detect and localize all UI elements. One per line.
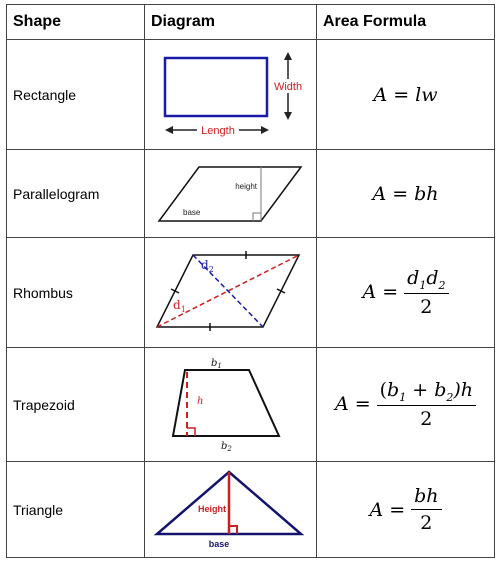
right-angle-marker xyxy=(253,213,261,221)
formula-expression xyxy=(369,485,441,534)
b1-label: $b_1$ xyxy=(210,357,222,370)
formula-rhs: bh xyxy=(414,182,439,205)
parallelogram-diagram xyxy=(151,159,311,229)
height-label: height xyxy=(234,181,257,191)
fraction-numerator: $d_1d_2$ xyxy=(404,267,448,295)
formula-lhs: A xyxy=(362,281,377,304)
width-label: Width xyxy=(273,80,302,93)
formula-lhs: A xyxy=(372,182,387,205)
shape-name: Rectangle xyxy=(7,40,145,150)
rectangle-diagram xyxy=(151,50,311,140)
diagram-triangle xyxy=(145,462,317,558)
formula-equals: = xyxy=(354,393,371,416)
fraction-denominator: 2 xyxy=(420,512,433,534)
triangle-diagram xyxy=(151,468,311,552)
row-trapezoid xyxy=(7,348,495,462)
row-triangle xyxy=(7,462,495,558)
header-diagram: Diagram xyxy=(145,5,317,40)
shape-name: Trapezoid xyxy=(7,348,145,462)
length-label: Length xyxy=(200,124,235,137)
formula-expression xyxy=(363,267,449,319)
formula-equals: = xyxy=(393,83,410,106)
rhombus-diagram xyxy=(151,247,311,339)
b2-label: $b_2$ xyxy=(220,440,232,453)
row-parallelogram xyxy=(7,150,495,238)
formula-lhs: A xyxy=(334,393,349,416)
formula-equals: = xyxy=(389,498,406,521)
formula-expression xyxy=(335,379,476,431)
formula-rhombus xyxy=(317,238,495,348)
diagram-parallelogram xyxy=(145,150,317,238)
right-angle-marker xyxy=(187,428,195,436)
length-arrow-head-right xyxy=(261,126,269,134)
shape-name: Rhombus xyxy=(7,238,145,348)
formula-trapezoid xyxy=(317,348,495,462)
header-area-formula: Area Formula xyxy=(317,5,495,40)
header-row xyxy=(7,5,495,40)
formula-fraction xyxy=(377,379,476,431)
fraction-numerator: bh xyxy=(411,485,441,510)
row-rhombus xyxy=(7,238,495,348)
formula-fraction xyxy=(404,267,448,319)
formula-equals: = xyxy=(382,281,399,304)
formula-parallelogram xyxy=(317,150,495,238)
h-label: h xyxy=(196,395,203,407)
d2-label: $d_2$ xyxy=(200,257,214,274)
area-formula-table xyxy=(6,4,495,558)
fraction-denominator: 2 xyxy=(420,296,433,319)
parallelogram-shape xyxy=(159,167,301,221)
height-label: Height xyxy=(197,503,226,514)
formula-rhs: lw xyxy=(415,83,438,106)
formula-expression xyxy=(372,183,438,205)
rectangle-shape xyxy=(165,58,267,116)
formula-fraction xyxy=(411,485,441,534)
width-arrow-head-down xyxy=(284,112,292,120)
width-arrow-head-up xyxy=(284,52,292,60)
trapezoid-shape xyxy=(173,370,279,436)
diagram-trapezoid xyxy=(145,348,317,462)
diagram-rectangle xyxy=(145,40,317,150)
formula-rectangle xyxy=(317,40,495,150)
formula-lhs: A xyxy=(369,498,384,521)
shape-name: Parallelogram xyxy=(7,150,145,238)
formula-triangle xyxy=(317,462,495,558)
formula-lhs: A xyxy=(373,83,388,106)
length-arrow-head-left xyxy=(165,126,173,134)
fraction-numerator: $(b_1 + b_2)h$ xyxy=(377,379,476,407)
formula-equals: = xyxy=(392,182,409,205)
shape-name: Triangle xyxy=(7,462,145,558)
row-rectangle xyxy=(7,40,495,150)
base-label: base xyxy=(182,207,200,217)
diagram-rhombus xyxy=(145,238,317,348)
d1-label: $d_1$ xyxy=(172,297,186,314)
base-label: base xyxy=(208,538,229,549)
trapezoid-diagram xyxy=(151,356,311,454)
header-shape: Shape xyxy=(7,5,145,40)
formula-expression xyxy=(374,84,438,106)
fraction-denominator: 2 xyxy=(420,408,433,431)
